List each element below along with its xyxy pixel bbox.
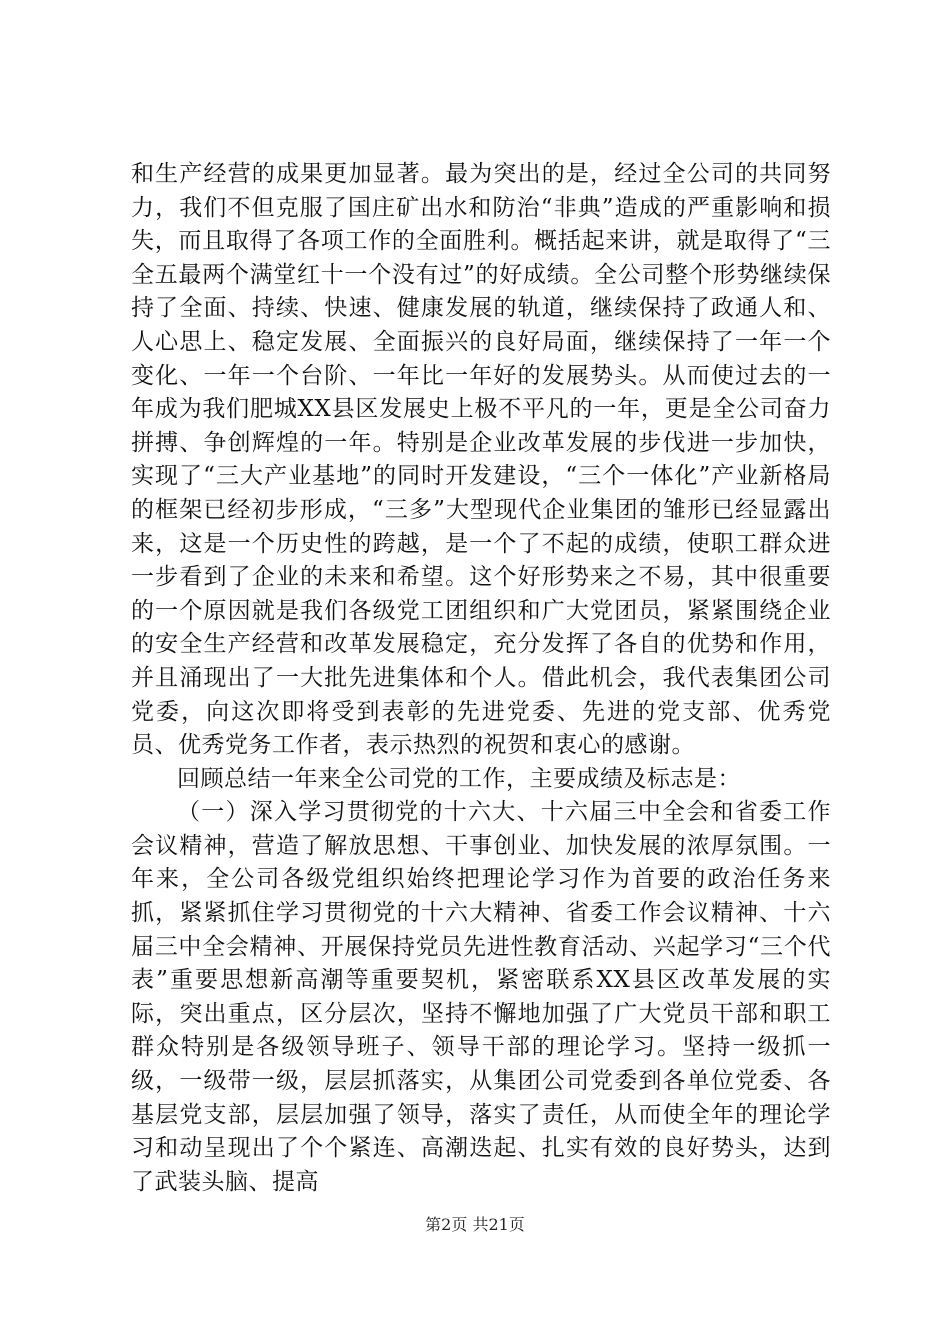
paragraph-achievements: 和生产经营的成果更加显著。最为突出的是，经过全公司的共同努力，我们不但克服了国庄矿出水和防治“非典”造成的严重影响和损失，而且取得了各项工作的全面胜利。概括起来讲，就是取得了“三全五最两个满堂红十一个没有过”的好成绩。全公司整个形势继续保持了全面、持续、快速、健康发展的轨道，继续保持了政通人和、人心思上、稳定发展、全面振兴的良好局面，继续保持了一年一个变化、一年一个台阶、一年比一年好的发展势头。从而使过去的一年成为我们肥城XX县区发展史上极不平凡的一年，更是全公司奋力拼搏、争创辉煌的一年。特别是企业改革发展的步伐进一步加快，实现了“三大产业基地”的同时开发建设，“三个一体化”产业新格局的框架已经初步形成，“三多”大型现代企业集团的雏形已经显露出来，这是一个历史性的跨越，是一个了不起的成绩，使职工群众进一步看到了企业的未来和希望。这个好形势来之不易，其中很重要的一个原因就是我们各级党工团组织和广大党团员，紧紧围绕企业的安全生产经营和改革发展稳定，充分发挥了各自的优势和作用，并且涌现出了一大批先进集体和个人。借此机会，我代表集团公司党委，向这次即将受到表彰的先进党委、先进的党支部、优秀党员、优秀党务工作者，表示热烈的祝贺和衷心的感谢。 [131, 161, 831, 759]
page-footer: 第2页 共21页 [425, 1215, 525, 1234]
document-body [131, 158, 831, 1199]
paragraph-review-summary: 回顾总结一年来全公司党的工作，主要成绩及标志是： [177, 765, 741, 792]
paragraph-section-one: （一）深入学习贯彻党的十六大、十六届三中全会和省委工作会议精神，营造了解放思想、干事创业、加快发展的浓厚氛围。一年来，全公司各级党组织始终把理论学习作为首要的政治任务来抓，紧紧抓住学习贯彻党的十六大精神、省委工作会议精神、十六届三中全会精神、开展保持党员先进性教育活动、兴起学习“三个代表”重要思想新高潮等重要契机，紧密联系XX县区改革发展的实际，突出重点，区分层次，坚持不懈地加强了广大党员干部和职工群众特别是各级领导班子、领导干部的理论学习。坚持一级抓一级，一级带一级，层层抓落实，从集团公司党委到各单位党委、各基层党支部，层层加强了领导，落实了责任，从而使全年的理论学习和动呈现出了个个紧连、高潮迭起、扎实有效的良好势头，达到了武装头脑、提高 [131, 799, 831, 1195]
